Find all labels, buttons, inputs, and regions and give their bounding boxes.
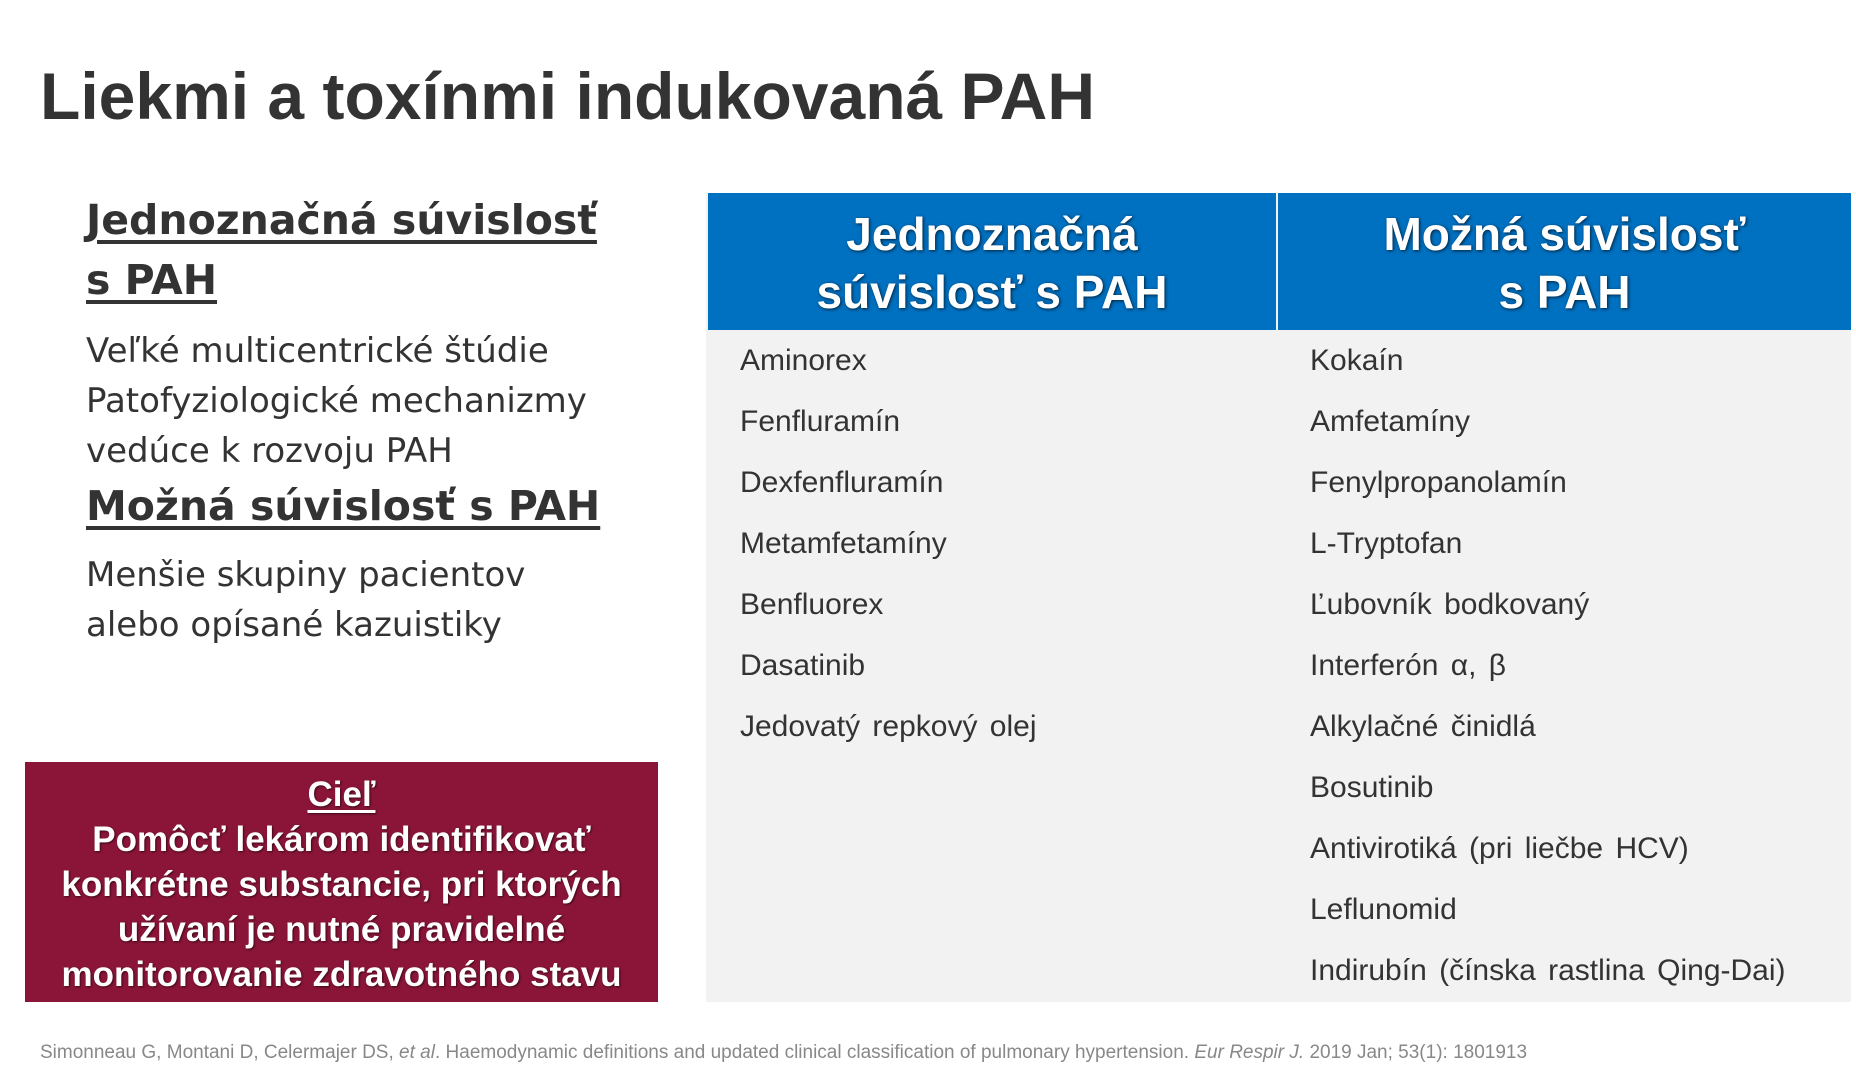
reference-journal: Eur Respir J. [1194,1042,1305,1063]
table-cell-definite: Dexfenfluramín [740,466,944,499]
table-header [706,193,1851,330]
goal-line-3: užívaní je nutné pravidelné [117,910,566,949]
reference-etal: et al [399,1042,435,1063]
table-cell-definite: Aminorex [740,344,867,377]
left-column [86,190,686,650]
heading-possible-association: Možná súvislosť s PAH [86,482,601,530]
table-cell-possible: Leflunomid [1310,893,1457,926]
table-cell-definite: Benfluorex [740,588,884,621]
table-cell-possible: Bosutinib [1310,771,1434,804]
header-definite [708,193,1276,330]
possible-drugs-column [1310,330,1850,1001]
goal-line-4: monitorovanie zdravotného stavu [61,955,622,994]
definite-drugs-column [740,330,1270,757]
header-definite-line1: Jednoznačná [846,208,1138,260]
definite-description-2: Patofyziologické mechanizmy [86,381,587,421]
possible-description-1: Menšie skupiny pacientov [86,555,526,595]
table-cell-possible: Antivirotiká (pri liečbe HCV) [1310,832,1689,865]
reference-title: . Haemodynamic definitions and updated clinical classification of pulmonary hypertension. [434,1042,1190,1063]
header-definite-line2: súvislosť s PAH [816,266,1168,318]
table-cell-possible: Kokaín [1310,344,1404,377]
table-cell-definite: Dasatinib [740,649,866,682]
reference-authors: Simonneau G, Montani D, Celermajer DS, [40,1042,394,1063]
table-cell-possible: Indirubín (čínska rastlina Qing-Dai) [1310,954,1786,987]
table-cell-possible: L-Tryptofan [1310,527,1463,560]
heading-definite-association [86,190,686,310]
reference-citation [40,1042,1527,1064]
header-possible [1278,193,1851,330]
table-cell-possible: Fenylpropanolamín [1310,466,1567,499]
table-cell-possible: Interferón α, β [1310,649,1507,682]
table-cell-definite: Jedovatý repkový olej [740,710,1037,743]
drug-table [706,193,1851,1002]
table-cell-definite: Metamfetamíny [740,527,947,560]
table-cell-possible: Alkylačné činidlá [1310,710,1536,743]
header-possible-line1: Možná súvislosť [1383,208,1746,260]
possible-description-2: alebo opísané kazuistiky [86,605,502,645]
definite-description-1: Veľké multicentrické štúdie [86,331,549,371]
table-cell-possible: Ľubovník bodkovaný [1310,588,1590,621]
goal-line-1: Pomôcť lekárom identifikovať [92,820,591,859]
header-possible-line2: s PAH [1498,266,1631,318]
goal-label: Cieľ [307,775,376,814]
page-title: Liekmi a toxínmi indukovaná PAH [40,59,1096,133]
table-cell-definite: Fenfluramín [740,405,901,438]
reference-details: 2019 Jan; 53(1): 1801913 [1309,1042,1528,1063]
goal-line-2: konkrétne substancie, pri ktorých [61,865,622,904]
heading-definite-line1: Jednoznačná súvislosť [86,196,597,244]
table-cell-possible: Amfetamíny [1310,405,1471,438]
definite-description-3: vedúce k rozvoju PAH [86,431,453,471]
heading-definite-line2: s PAH [86,256,218,304]
goal-box [25,762,658,1002]
